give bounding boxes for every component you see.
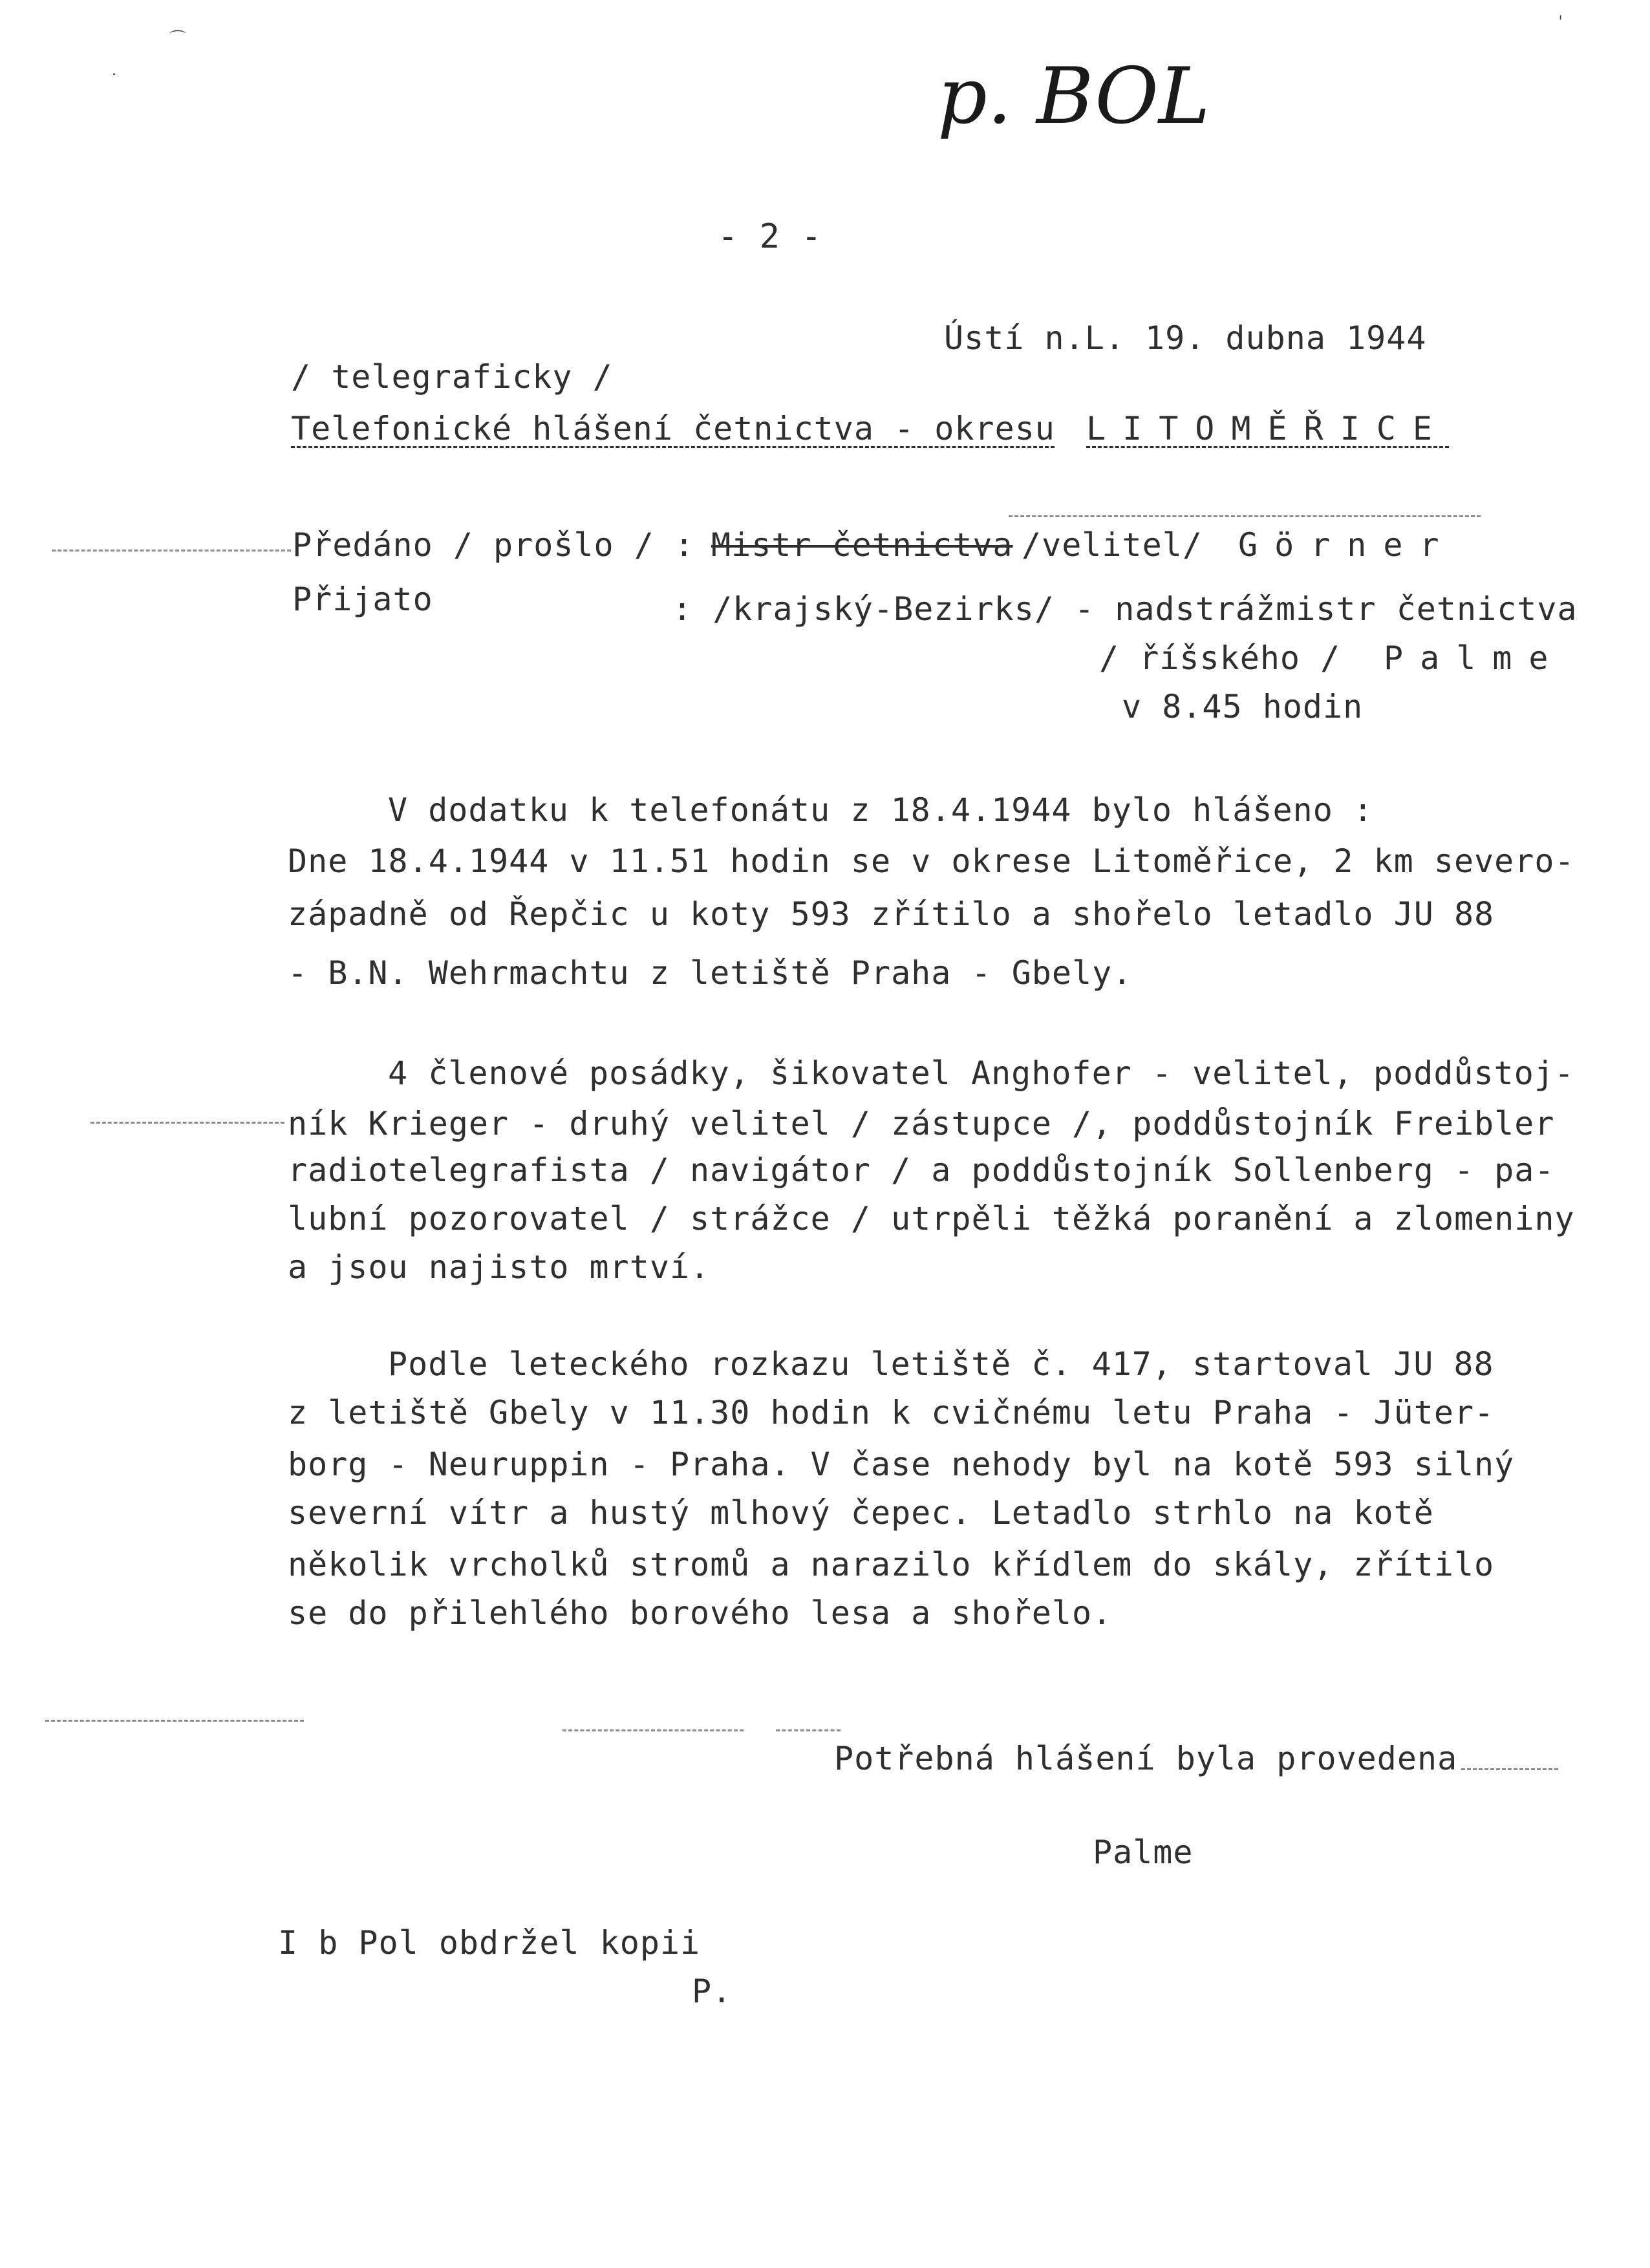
signature-name: Palme — [1093, 1834, 1194, 1871]
paragraph-3-line: Podle leteckého rozkazu letiště č. 417, startoval JU 88 — [388, 1345, 1494, 1383]
handed-over-name: Görner — [1238, 526, 1456, 564]
scan-rule — [1009, 515, 1481, 517]
page-number: - 2 - — [718, 217, 822, 256]
scan-rule — [45, 1720, 304, 1722]
received-name: Palme — [1384, 639, 1565, 677]
scan-rule — [562, 1729, 744, 1731]
footer-initial: P. — [692, 1973, 733, 2010]
paragraph-2-line: radiotelegrafista / navigátor / a poddůstojník Sollenberg - pa- — [288, 1151, 1555, 1189]
received-time: v 8.45 hodin — [1122, 688, 1364, 725]
scan-rule — [776, 1729, 841, 1731]
document-heading: Telefonické hlášení četnictva - okresu — [291, 410, 1055, 447]
ink-mark: ˈ — [1558, 13, 1563, 32]
closing-statement: Potřebná hlášení byla provedena — [834, 1740, 1458, 1777]
received-line2: / říšského / — [1099, 639, 1341, 677]
paragraph-1-line: - B.N. Wehrmachtu z letiště Praha - Gbely. — [288, 954, 1133, 992]
paragraph-1-line: V dodatku k telefonátu z 18.4.1944 bylo hlášeno : — [388, 791, 1374, 829]
ink-mark: ˙ — [110, 71, 118, 91]
paragraph-3-line: z letiště Gbely v 11.30 hodin k cvičnému letu Praha - Jüter- — [288, 1394, 1495, 1431]
handed-over-struck-rank: Mistr četnictva — [711, 526, 1013, 564]
place-date: Ústí n.L. 19. dubna 1944 — [944, 319, 1427, 357]
paragraph-2-line: lubní pozorovatel / strážce / utrpěli těžká poranění a zlomeniny — [288, 1200, 1575, 1237]
district-name: LITOMĚŘICE — [1086, 410, 1450, 447]
scan-rule — [52, 550, 291, 551]
paragraph-2-line: a jsou najisto mrtví. — [288, 1248, 711, 1286]
received-line1: : /krajský-Bezirks/ - nadstrážmistr četnictva — [672, 590, 1578, 628]
paragraph-2-line: 4 členové posádky, šikovatel Anghofer - velitel, poddůstoj- — [388, 1054, 1575, 1092]
paragraph-3-line: několik vrcholků stromů a narazilo křídlem do skály, zřítilo — [288, 1546, 1495, 1583]
ink-mark: ⌒ — [169, 30, 187, 49]
paragraph-1-line: západně od Řepčic u koty 593 zřítilo a shořelo letadlo JU 88 — [288, 895, 1495, 933]
copy-note: I b Pol obdržel kopii — [278, 1924, 701, 1962]
paragraph-1-line: Dne 18.4.1944 v 11.51 hodin se v okrese Litoměřice, 2 km severo- — [288, 842, 1575, 880]
paragraph-2-line: ník Krieger - druhý velitel / zástupce /, poddůstojník Freibler — [288, 1105, 1555, 1142]
transmission-method: / telegraficky / — [291, 358, 613, 396]
handed-over-label: Předáno / prošlo / : — [292, 526, 695, 564]
received-label: Přijato — [292, 581, 433, 618]
scan-rule — [1461, 1768, 1558, 1770]
handwritten-annotation: p. BOL — [938, 52, 1210, 142]
handed-over-role: /velitel/ — [1022, 526, 1203, 564]
paragraph-3-line: se do přilehlého borového lesa a shořelo. — [288, 1594, 1113, 1632]
paragraph-3-line: borg - Neuruppin - Praha. V čase nehody byl na kotě 593 silný — [288, 1446, 1515, 1483]
scan-rule — [91, 1122, 284, 1124]
paragraph-3-line: severní vítr a hustý mlhový čepec. Letadlo strhlo na kotě — [288, 1494, 1434, 1532]
